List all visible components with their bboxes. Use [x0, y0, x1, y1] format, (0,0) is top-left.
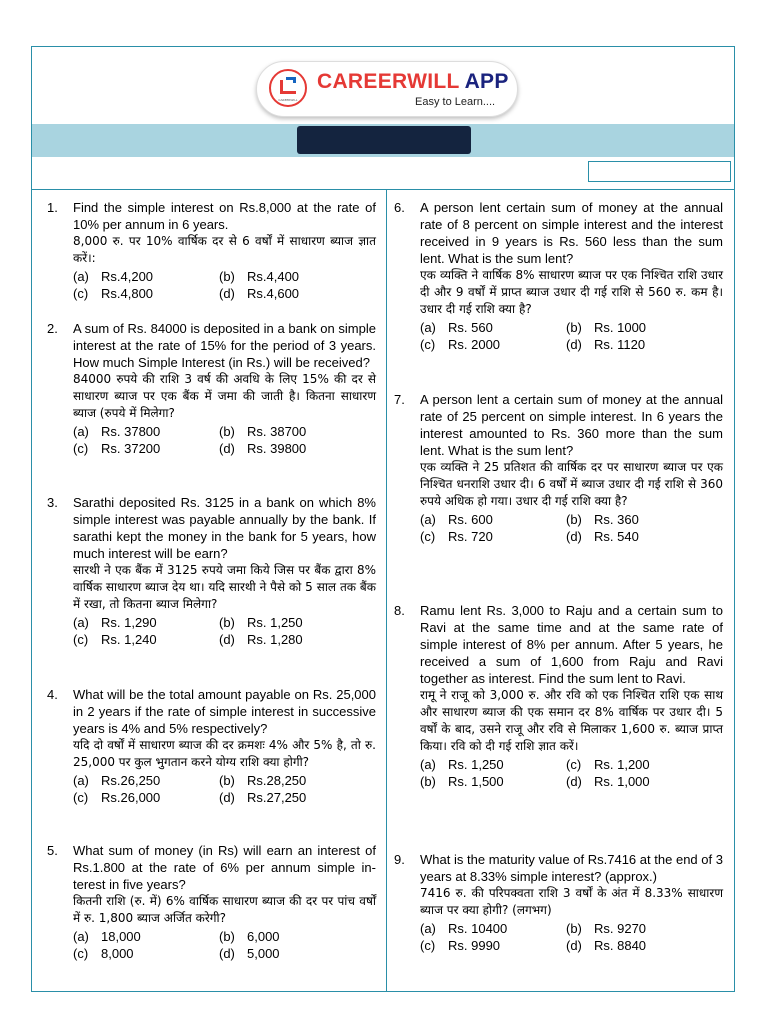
answer-option: [420, 937, 566, 954]
options-grid: [420, 511, 723, 545]
answer-option: [566, 511, 712, 528]
question-text-english: Sarathi deposited Rs. 3125 in a bank on which 8% simple interest was payable annually by the bank. If sarathi kept the money in the bank for 5 years, how much interest will be earn?: [73, 495, 376, 561]
option-label: (b): [219, 424, 235, 439]
options-grid: [73, 614, 376, 648]
brand-name: CAREERWILL APP: [317, 70, 509, 93]
answer-option: [219, 789, 365, 806]
option-label: (b): [219, 773, 235, 788]
question-text-english: A person lent certain sum of money at the annual rate of 8 percent on simple interest and the interest received in 9 years is Rs. 560 less than the sum lent. What is the sum lent?: [420, 200, 723, 266]
option-text: Rs. 1,290: [101, 615, 157, 630]
question-text-hindi: 7416 रु. की परिपक्वता राशि 3 वर्षों के अंत में 8.33% साधारण ब्याज पर क्या होगी? (लगभग): [420, 886, 723, 917]
brand-tagline: Easy to Learn....: [415, 96, 496, 108]
option-text: Rs. 1000: [594, 320, 647, 335]
answer-option: [73, 423, 219, 440]
option-text: Rs. 39800: [247, 441, 307, 456]
answer-option: [566, 920, 712, 937]
answer-option: [73, 789, 219, 806]
option-text: Rs. 9990: [448, 938, 501, 953]
option-text: Rs.26,250: [101, 773, 161, 788]
question-number: 7.: [394, 392, 405, 407]
answer-option: [566, 528, 712, 545]
question-number: 4.: [47, 687, 58, 702]
answer-option: [566, 319, 712, 336]
option-label: (d): [566, 529, 582, 544]
option-label: (a): [420, 512, 436, 527]
answer-option: [219, 772, 365, 789]
options-grid: [420, 920, 723, 954]
option-label: (c): [73, 946, 89, 961]
answer-option: [73, 631, 219, 648]
question-number: 1.: [47, 200, 58, 215]
option-text: Rs.26,000: [101, 790, 161, 805]
option-text: Rs. 1,250: [448, 757, 504, 772]
answer-option: [219, 945, 365, 962]
question-text-hindi: यदि दो वर्षों में साधारण ब्याज की दर क्रमशः 4% और 5% है, तो रु. 25,000 पर कुल भुगतान करने योग्य राशि क्या होगी?: [73, 738, 376, 769]
option-text: Rs. 1120: [594, 337, 646, 352]
option-text: Rs. 360: [594, 512, 639, 527]
title-band: [32, 124, 734, 157]
options-grid: [73, 268, 376, 302]
question-text-hindi: 8,000 रु. पर 10% वार्षिक दर से 6 वर्षों में साधारण ब्याज ज्ञात करें।:: [73, 234, 376, 265]
option-text: Rs.4,200: [101, 269, 154, 284]
option-text: 5,000: [247, 946, 280, 961]
question-number: 5.: [47, 843, 58, 858]
answer-option: [219, 631, 365, 648]
answer-option: [73, 945, 219, 962]
option-label: (c): [420, 529, 436, 544]
option-label: (d): [566, 337, 582, 352]
option-label: (a): [73, 773, 89, 788]
question-number: 8.: [394, 603, 405, 618]
answer-option: [73, 268, 219, 285]
code-box: [588, 161, 731, 182]
answer-option: [420, 319, 566, 336]
option-text: Rs. 8840: [594, 938, 647, 953]
answer-option: [566, 937, 712, 954]
question-text-english: A person lent a certain sum of money at the annual rate of 25 percent on simple interest. In 6 years the interest amounted to Rs. 360 more than the sum lent. What is the sum lent?: [420, 392, 723, 458]
option-label: (b): [420, 774, 436, 789]
option-label: (c): [73, 790, 89, 805]
option-label: (d): [219, 632, 235, 647]
answer-option: [420, 336, 566, 353]
question-body: [73, 842, 376, 962]
option-text: Rs. 1,240: [101, 632, 157, 647]
answer-option: [420, 773, 566, 790]
answer-option: [420, 756, 566, 773]
question-number: 3.: [47, 495, 58, 510]
answer-option: [420, 528, 566, 545]
question-text-hindi: एक व्यक्ति ने वार्षिक 8% साधारण ब्याज पर एक निश्चित राशि उधार दी और 9 वर्षों में प्राप्त ब्याज उधार दी गई राशि से 560 रु. कम है। उधार दी गई राशि क्या है?: [420, 268, 723, 316]
question-text-english: Find the simple interest on Rs.8,000 at the rate of 10% per annum in 6 years.: [73, 200, 376, 232]
option-label: (a): [73, 615, 89, 630]
option-text: Rs.28,250: [247, 773, 307, 788]
answer-option: [420, 920, 566, 937]
answer-option: [219, 285, 365, 302]
option-text: Rs. 540: [594, 529, 639, 544]
option-text: Rs.4,400: [247, 269, 300, 284]
question-text-hindi: 84000 रुपये की राशि 3 वर्ष की अवधि के लिए 15% की दर से साधारण ब्याज पर एक बैंक में जमा की जाती है। कितना साधारण ब्याज (रुपये में मिलेगा?: [73, 372, 376, 420]
question-text-english: Ramu lent Rs. 3,000 to Raju and a certain sum to Ravi at the same time and at the same rate of simple interest of 8% per annum. After 5 years, he received a sum of 1,600 from Raju and Ravi together as interest. Find the sum lent to Ravi.: [420, 603, 723, 686]
option-label: (a): [73, 424, 89, 439]
option-text: Rs. 10400: [448, 921, 508, 936]
brand-logo: [256, 61, 518, 117]
question-text-english: A sum of Rs. 84000 is deposited in a bank on simple interest at the rate of 15% for the period of 3 years. How much Simple Interest (in Rs.) will be received?: [73, 321, 376, 370]
option-label: (b): [566, 320, 582, 335]
option-text: Rs. 2000: [448, 337, 501, 352]
option-label: (b): [566, 512, 582, 527]
options-grid: [73, 423, 376, 457]
options-grid: [420, 319, 723, 353]
answer-option: [420, 511, 566, 528]
careerwill-logo-icon: CAREERWILL: [269, 69, 307, 107]
answer-option: [219, 614, 365, 631]
option-text: Rs.27,250: [247, 790, 307, 805]
option-text: Rs. 37800: [101, 424, 161, 439]
header: [32, 47, 734, 125]
option-label: (d): [219, 946, 235, 961]
answer-option: [219, 928, 365, 945]
question-text-hindi: कितनी राशि (रु. में) 6% वार्षिक साधारण ब्याज की दर पर पांच वर्षों में रु. 1,800 ब्याज अर्जित करेगी?: [73, 894, 376, 925]
question-body: [420, 199, 723, 353]
option-label: (a): [73, 929, 89, 944]
option-text: Rs.4,800: [101, 286, 154, 301]
question-body: [73, 320, 376, 457]
column-divider: [386, 189, 387, 991]
option-label: (b): [219, 615, 235, 630]
option-text: 18,000: [101, 929, 141, 944]
option-label: (a): [420, 921, 436, 936]
answer-option: [73, 285, 219, 302]
option-text: Rs. 1,200: [594, 757, 650, 772]
option-text: Rs. 1,250: [247, 615, 303, 630]
question-body: [420, 851, 723, 954]
option-text: Rs. 38700: [247, 424, 307, 439]
question-text-english: What sum of money (in Rs) will earn an interest of Rs.1.800 at the rate of 6% per annum simple in-terest in five years?: [73, 843, 376, 892]
answer-option: [566, 336, 712, 353]
question-text-english: What is the maturity value of Rs.7416 at the end of 3 years at 8.33% simple interest? (approx.): [420, 852, 723, 884]
options-grid: [420, 756, 723, 790]
option-label: (b): [219, 929, 235, 944]
answer-option: [219, 440, 365, 457]
option-label: (c): [73, 286, 89, 301]
question-body: [73, 494, 376, 648]
answer-option: [566, 756, 712, 773]
option-text: Rs. 560: [448, 320, 493, 335]
options-grid: [73, 928, 376, 962]
answer-option: [73, 440, 219, 457]
option-text: Rs. 1,500: [448, 774, 504, 789]
question-body: [420, 391, 723, 545]
answer-option: [73, 928, 219, 945]
question-text-hindi: एक व्यक्ति ने 25 प्रतिशत की वार्षिक दर पर साधारण ब्याज पर एक निश्चित धनराशि उधार दी। 6 वर्षों में ब्याज उधार दी गई राशि से 360 रुपये अधिक हो गया। उधार दी गई राशि क्या है?: [420, 460, 723, 508]
answer-option: [73, 772, 219, 789]
option-text: Rs. 9270: [594, 921, 647, 936]
title-box: [297, 126, 471, 154]
option-text: Rs. 1,280: [247, 632, 303, 647]
option-text: Rs. 37200: [101, 441, 161, 456]
option-label: (b): [566, 921, 582, 936]
answer-option: [219, 423, 365, 440]
option-label: (a): [73, 269, 89, 284]
question-text-english: What will be the total amount payable on Rs. 25,000 in 2 years if the rate of simple interest in successive years is 4% and 5% respectively?: [73, 687, 376, 736]
option-label: (c): [420, 938, 436, 953]
question-body: [73, 199, 376, 302]
question-number: 2.: [47, 321, 58, 336]
option-text: Rs.4,600: [247, 286, 300, 301]
option-label: (b): [219, 269, 235, 284]
question-body: [420, 602, 723, 790]
question-number: 9.: [394, 852, 405, 867]
option-text: Rs. 600: [448, 512, 493, 527]
option-label: (d): [566, 774, 582, 789]
answer-option: [73, 614, 219, 631]
option-label: (d): [566, 938, 582, 953]
answer-option: [219, 268, 365, 285]
option-label: (d): [219, 441, 235, 456]
option-text: 6,000: [247, 929, 280, 944]
option-label: (c): [73, 441, 89, 456]
question-text-hindi: रामू ने राजू को 3,000 रु. और रवि को एक निश्चित राशि एक साथ और साधारण ब्याज की एक समान दर 8% वार्षिक पर उधार दी। 5 वर्षों के बाद, उसने राजू और रवि से मिलाकर 1,600 रु. ब्याज प्राप्त किया। रवि को दी गई राशि ज्ञात करें।: [420, 688, 723, 753]
option-label: (a): [420, 320, 436, 335]
answer-option: [566, 773, 712, 790]
option-label: (c): [420, 337, 436, 352]
question-body: [73, 686, 376, 806]
option-label: (a): [420, 757, 436, 772]
options-grid: [73, 772, 376, 806]
question-number: 6.: [394, 200, 405, 215]
option-label: (c): [566, 757, 582, 772]
option-label: (d): [219, 790, 235, 805]
option-text: 8,000: [101, 946, 134, 961]
option-label: (c): [73, 632, 89, 647]
option-text: Rs. 720: [448, 529, 493, 544]
option-label: (d): [219, 286, 235, 301]
question-text-hindi: सारथी ने एक बैंक में 3125 रुपये जमा किये जिस पर बैंक द्वारा 8% वार्षिक साधारण ब्याज देय था। यदि सारथी ने पैसे को 5 साल तक बैंक में रखा, तो कितना ब्याज मिलेगा?: [73, 563, 376, 611]
option-text: Rs. 1,000: [594, 774, 650, 789]
sub-header-row: [32, 157, 734, 190]
